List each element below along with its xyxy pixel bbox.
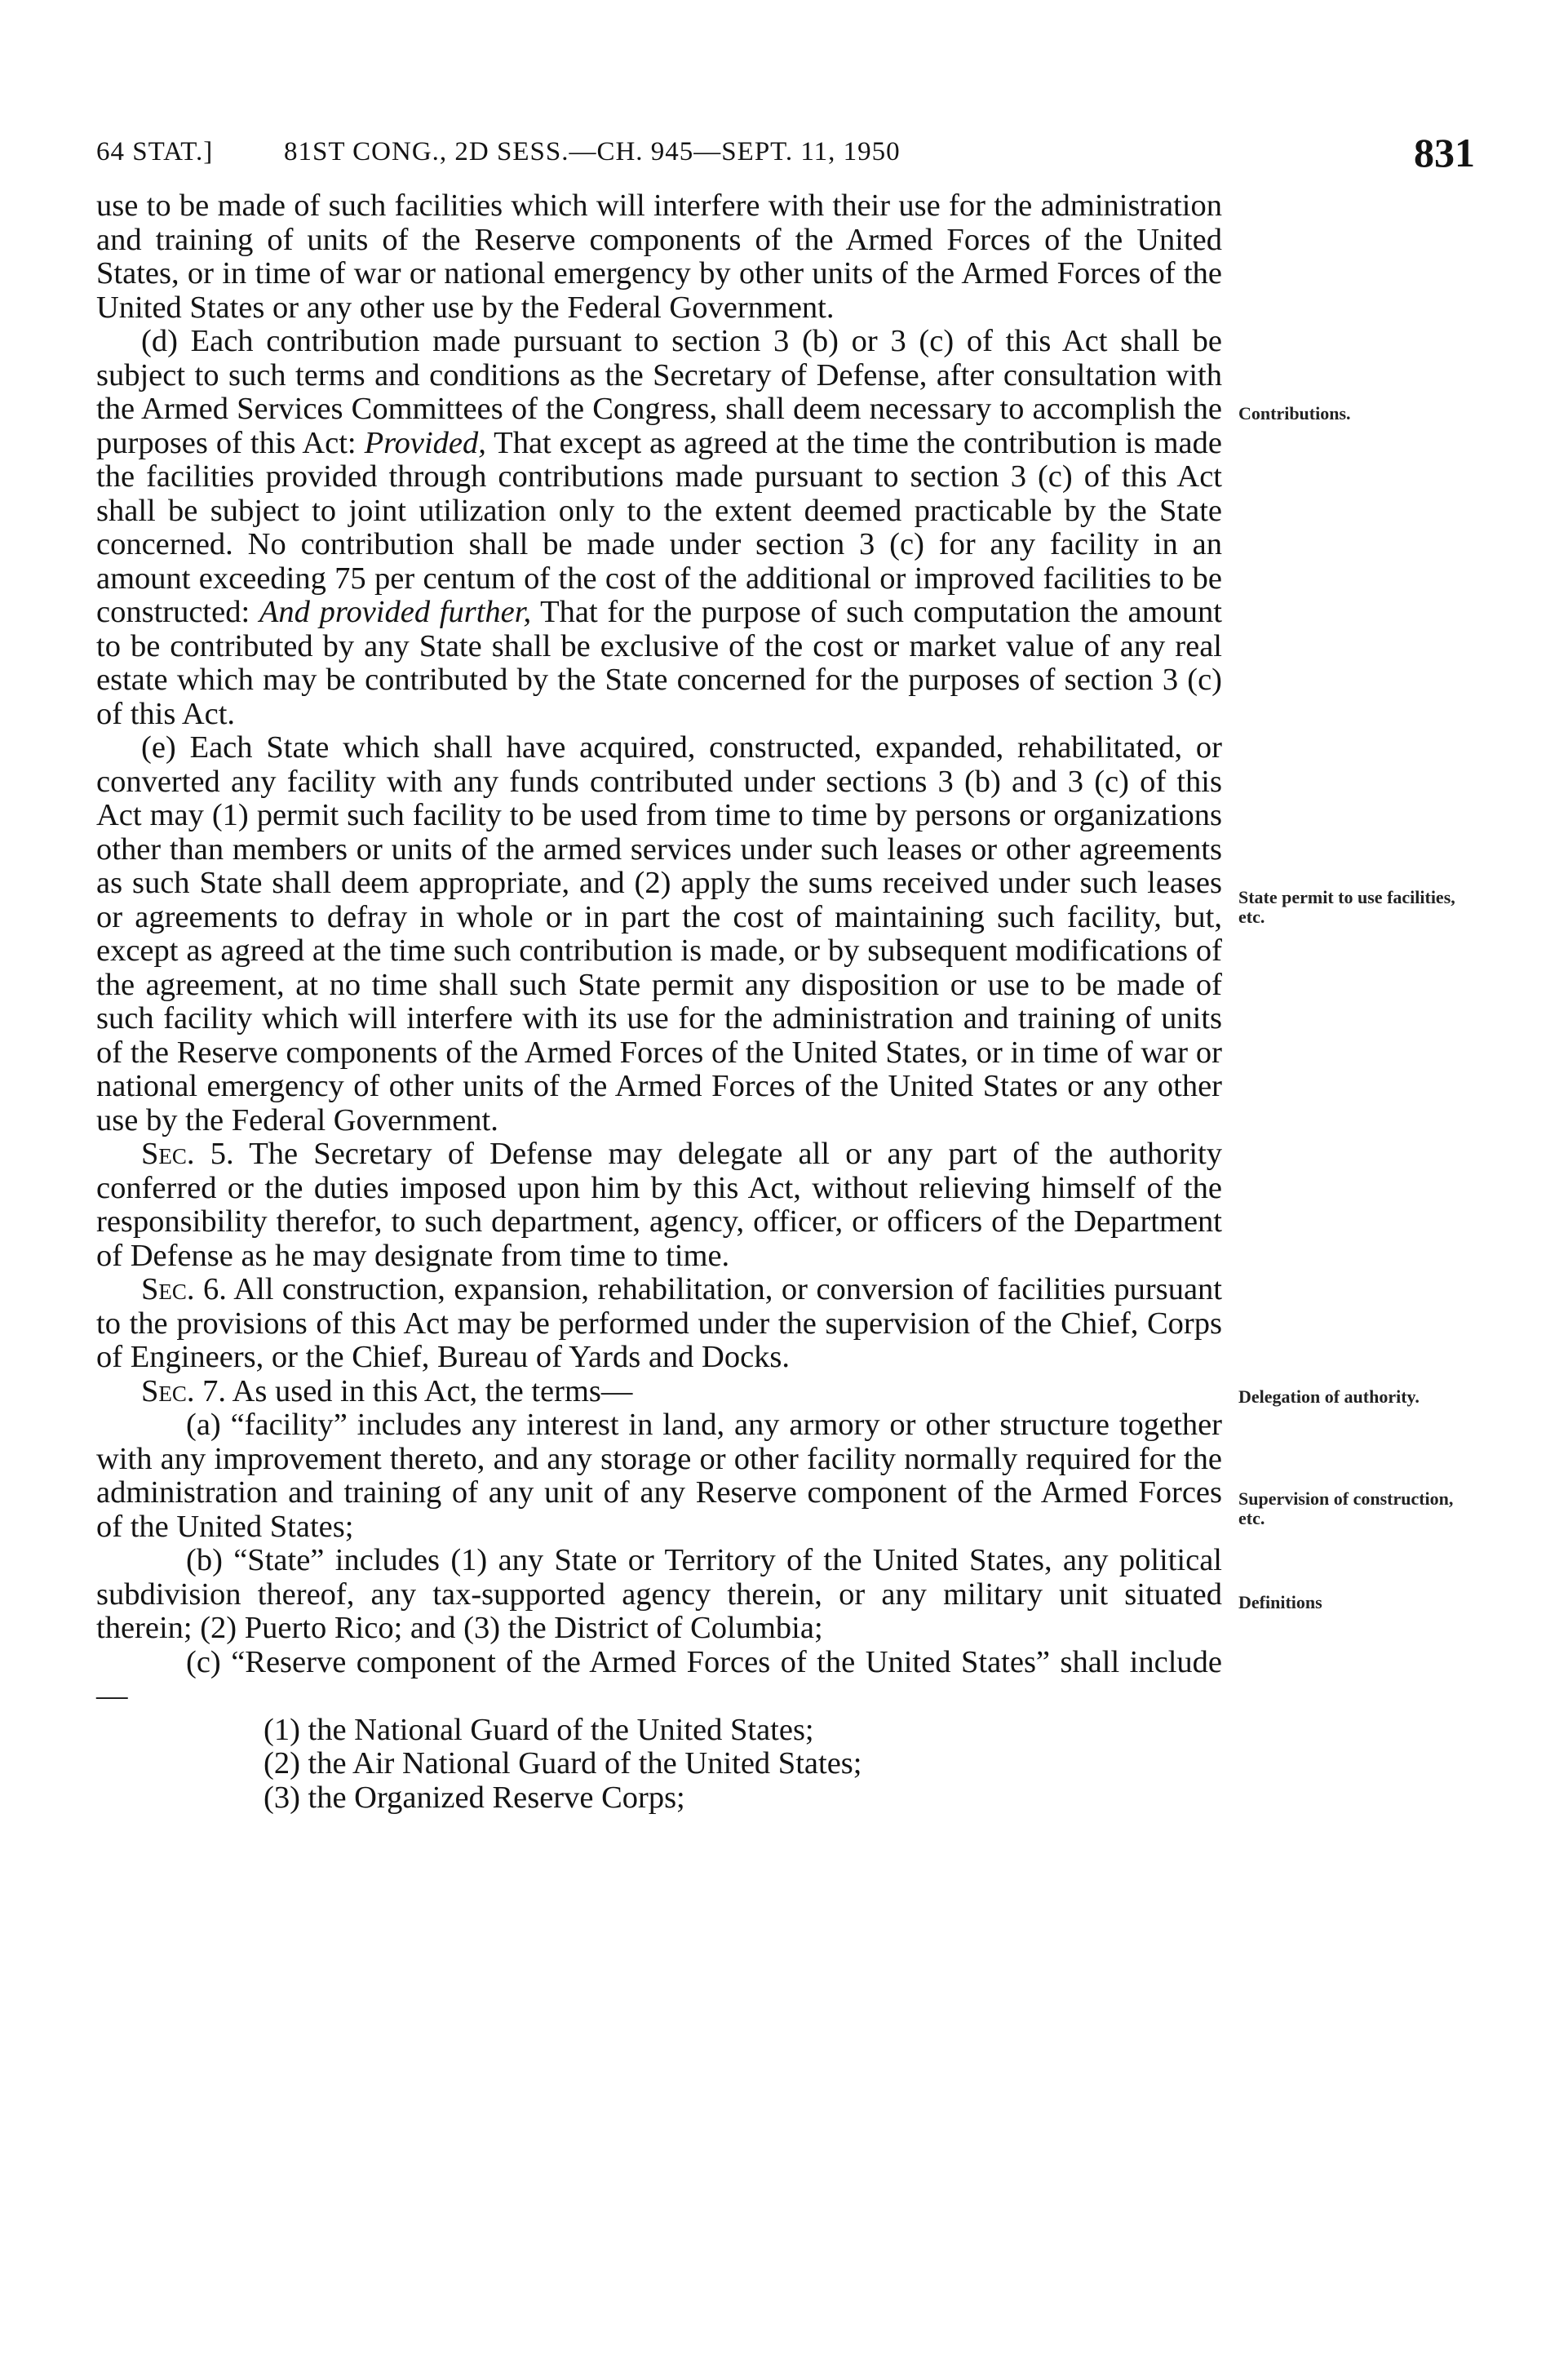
definition-c: (c) “Reserve component of the Armed Forces of the United States” shall include— [96, 1644, 1222, 1713]
margin-note-delegation: Delegation of authority. [1238, 1386, 1420, 1407]
provided-italic: Provided, [364, 425, 486, 460]
page-number: 831 [1414, 130, 1475, 175]
paragraph-d: (d) Each contribution made pursuant to section 3 (b) or 3 (c) of this Act shall be subject to such terms and conditions as the Secretary of Defense, after consultation with the Armed Services Committees of the Congress, shall deem necessary to accomplish the purposes of this Act: Provided, That except as agreed at the time the contribution is made the facilities provided through contributions made pursuant to section 3 (c) of this Act shall be subject to joint utilization only to the extent deemed practicable by the State concerned. No contribution shall be made under section 3 (c) for any facility in an amount exceeding 75 per centum of the cost of the additional or improved facilities to be constructed: And provided further, That for the purpose of such computation the amount to be contributed by any State shall be exclusive of the cost or market value of any real estate which may be contributed by the State concerned for the purposes of section 3 (c) of this Act. [96, 324, 1222, 731]
definition-a: (a) “facility” includes any interest in land, any armory or other structure together with any improvement thereto, and any storage or other facility normally required for the administration and training of any unit of any Reserve component of the Armed Forces of the United States; [96, 1408, 1222, 1544]
margin-note-supervision: Supervision of construction, etc. [1238, 1488, 1454, 1528]
section-7: Sec. 7. As used in this Act, the terms— [141, 1373, 633, 1408]
page-header [96, 129, 1475, 194]
and-provided-further-italic: And provided further, [259, 595, 532, 629]
section-6: Sec. 6. All construction, expansion, rehabilitation, or conversion of facilities pursuant to the provisions of this Act may be performed under the supervision of the Chief, Corps of Engineers, or the Chief, Bureau of Yards and Docks. [96, 1272, 1222, 1374]
section-7-label: Sec. 7. [141, 1373, 227, 1408]
definition-b: (b) “State” includes (1) any State or Territory of the United States, any political subdivision thereof, any tax-supported agency therein, or any military unit situated therein; (2) Puerto Rico; and (3) the District of Columbia; [96, 1543, 1222, 1645]
margin-note-contributions: Contributions. [1238, 403, 1351, 424]
margin-note-state-permit: State permit to use facilities, etc. [1238, 887, 1455, 927]
section-5: Sec. 5. The Secretary of Defense may delegate all or any part of the authority conferred or the duties imposed upon him by this Act, without relieving himself of the responsibility therefor, to such department, agency, officer, or officers of the Department of Defense as he may designate from time to time. [96, 1137, 1222, 1273]
section-5-label: Sec. 5. [141, 1137, 234, 1171]
paragraph-e: (e) Each State which shall have acquired, constructed, expanded, rehabilitated, or converted any facility with any funds contributed under sections 3 (b) and 3 (c) of this Act may (1) permit such facility to be used from time to time by persons or organizations other than members or units of the armed services under such leases or other agreements as such State shall deem appropriate, and (2) apply the sums received under such leases or agreements to defray in whole or in part the cost of maintaining such facility, but, except as agreed at the time such contribution is made, or by subsequent modifications of the agreement, at no time shall such State permit any disposition or use to be made of such facility which will interfere with its use for the administration and training of units of the Reserve components of the Armed Forces of the United States, or in time of war or national emergency of other units of the Armed Forces of the United States or any other use by the Federal Government. [96, 730, 1222, 1138]
session-line: 81ST CONG., 2D SESS.—CH. 945—SEPT. 11, 1950 [284, 137, 901, 166]
section-6-label: Sec. 6. [141, 1272, 227, 1306]
list-item: (1) the National Guard of the United States; [264, 1712, 814, 1747]
list-item: (2) the Air National Guard of the United States; [264, 1746, 862, 1781]
body-text [96, 189, 1222, 1815]
statute-reference: 64 STAT.] [96, 137, 214, 166]
paragraph-continuation: use to be made of such facilities which will interfere with their use for the administration and training of units of the Reserve components of the Armed Forces of the United States, or in time of war or national emergency by other units of the Armed Forces of the United States or any other use by the Federal Government. [96, 188, 1222, 325]
margin-note-definitions: Definitions [1238, 1592, 1322, 1612]
list-item: (3) the Organized Reserve Corps; [264, 1780, 685, 1815]
